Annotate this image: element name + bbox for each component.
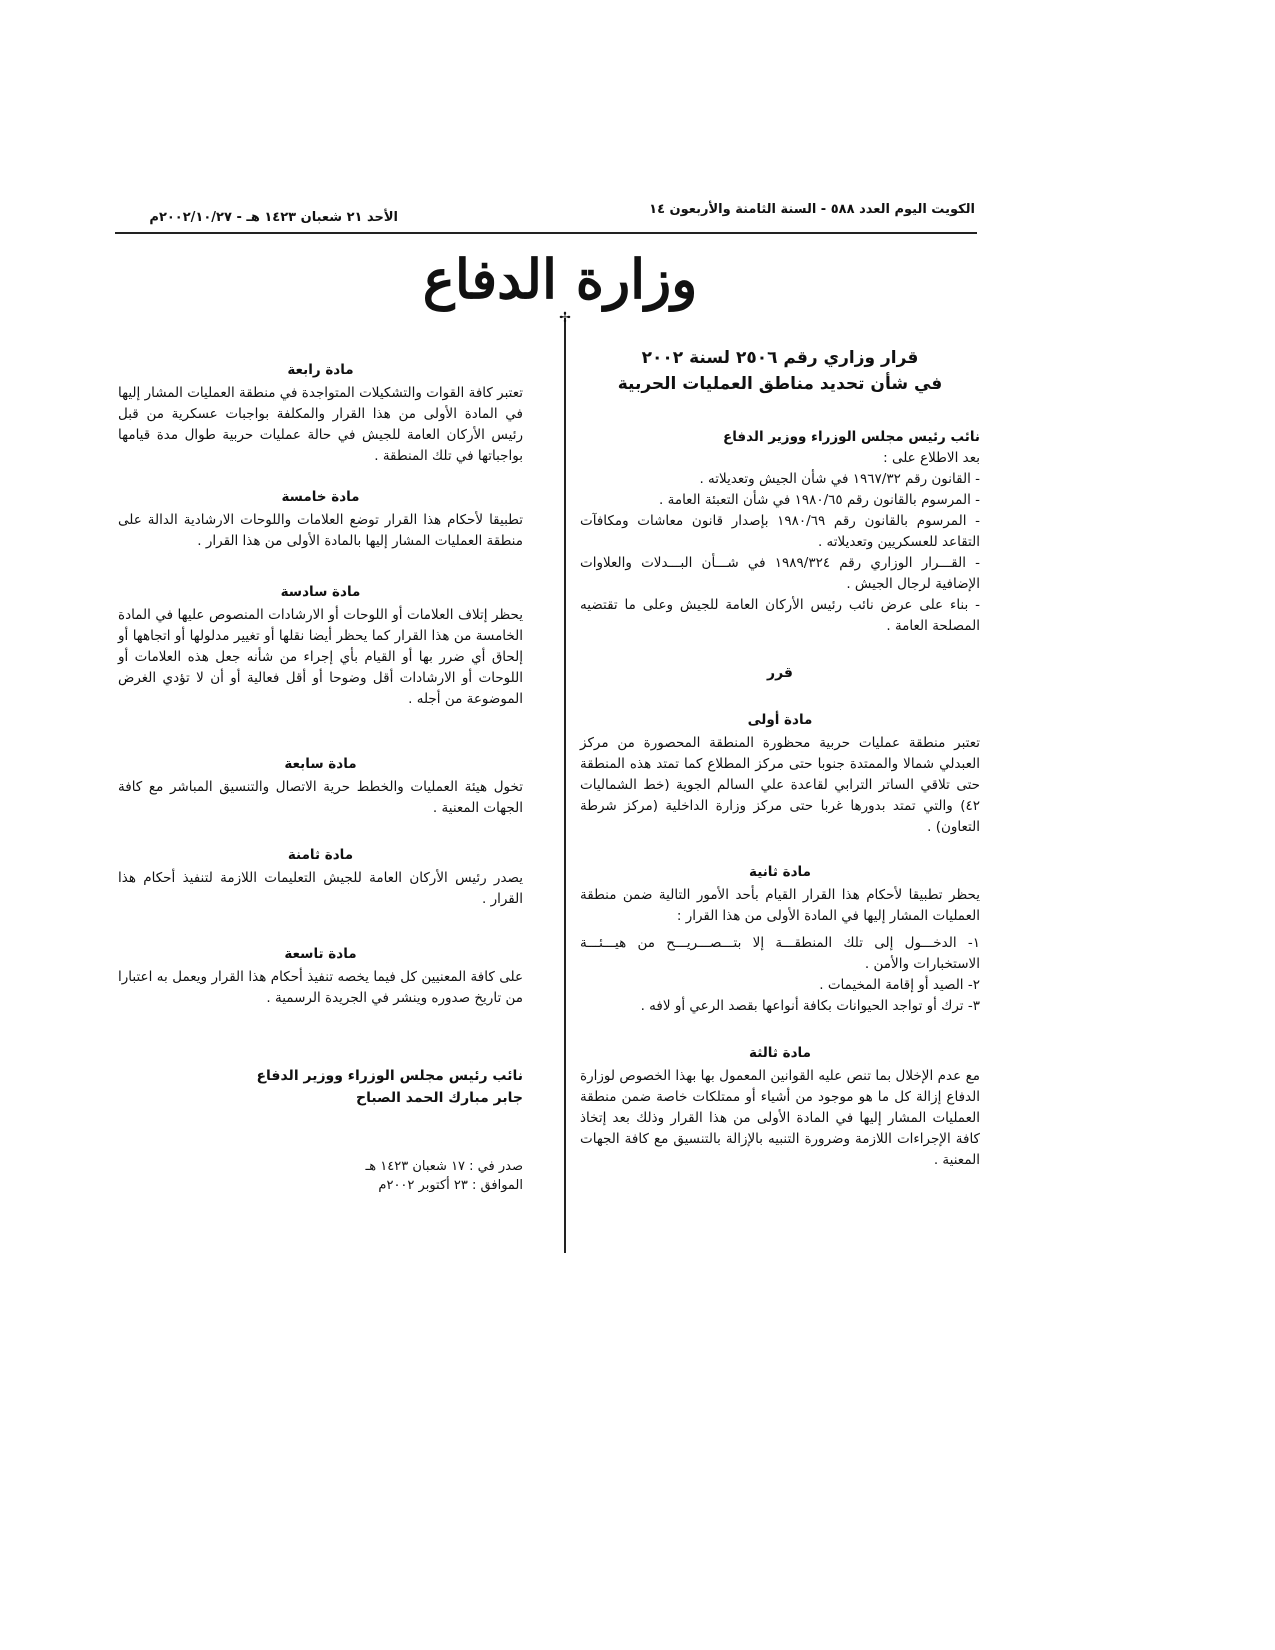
preamble-intro: بعد الاطلاع على : [883, 450, 980, 466]
article-9-title: مادة تاسعة [284, 946, 357, 962]
preamble-item: - بناء على عرض نائب رئيس الأركان العامة للجيش وعلى ما تقتضيه المصلحة العامة . [580, 597, 980, 634]
signature-name: جابر مبارك الحمد الصباح [356, 1090, 523, 1106]
article-1-text: تعتبر منطقة عمليات حربية محظورة المنطقة المحصورة من مركز العبدلي شمالا والممتدة جنوبا حتى مركز المطلاع كما تمتد هذه المنطقة حتى تلاقي الساتر الترابي لقاعدة علي السالم الجوية (خط الشماليات ٤٢) والتي تمتد بدورها غربا حتى مركز وزارة الداخلية (مركز شرطة التعاون) . [580, 735, 980, 835]
preamble-list [580, 469, 980, 637]
article-2-title: مادة ثانية [749, 864, 811, 880]
left-column [118, 360, 523, 1195]
article-5-title: مادة خامسة [281, 489, 360, 505]
article-2-intro: يحظر تطبيقا لأحكام هذا القرار القيام بأحد الأمور التالية ضمن منطقة العمليات المشار إليها في المادة الأولى من هذا القرار : [580, 887, 980, 924]
article-6-text: يحظر إتلاف العلامات أو اللوحات أو الارشادات المنصوص عليها في المادة الخامسة من هذا القرار كما يحظر أيضا نقلها أو تغيير مدلولها أو اتجاهها أو إلحاق أي ضرر بها أو القيام بأي إجراء من شأنه جعل هذه العلامات أو اللوحات أو الارشادات أقل وضوحا أو أقل فعالية أو أن لا تؤدي الغرض الموضوعة من أجله . [118, 607, 523, 707]
issue-date: الأحد ٢١ شعبان ١٤٢٣ هـ - ٢٠٠٢/١٠/٢٧م [149, 210, 398, 225]
article-2-item: ٣- ترك أو تواجد الحيوانات بكافة أنواعها بقصد الرعي أو لافه . [640, 998, 980, 1014]
article-7-title: مادة سابعة [284, 756, 357, 772]
ministry-title: وزارة الدفاع [422, 247, 698, 311]
article-8-title: مادة ثامنة [287, 847, 354, 863]
article-4-text: تعتبر كافة القوات والتشكيلات المتواجدة في منطقة العمليات المشار إليها في المادة الأولى من هذا القرار والمكلفة بواجبات عسكرية من قبل رئيس الأركان العامة للجيش في حالة عمليات حربية طوال مدة قيامها بواجباتها في تلك المنطقة . [118, 385, 523, 464]
signature-title: نائب رئيس مجلس الوزراء ووزير الدفاع [256, 1068, 523, 1084]
article-5-text: تطبيقا لأحكام هذا القرار توضع العلامات واللوحات الارشادية الدالة على منطقة العمليات المشار إليها بالمادة الأولى من هذا القرار . [118, 512, 523, 549]
article-9-text: على كافة المعنيين كل فيما يخصه تنفيذ أحكام هذا القرار ويعمل به اعتبارا من تاريخ صدوره وينشر في الجريدة الرسمية . [118, 969, 523, 1006]
header-rule [115, 232, 977, 234]
issue-info: الكويت اليوم العدد ٥٨٨ - السنة الثامنة والأربعون ١٤ [649, 202, 975, 217]
article-4-title: مادة رابعة [287, 362, 354, 378]
right-column [580, 345, 980, 1171]
preamble-item: - القانون رقم ١٩٦٧/٣٢ في شأن الجيش وتعديلاته . [699, 471, 980, 487]
article-2-item: ١- الدخـــول إلى تلك المنطقـــة إلا بتـــصـــريـــح من هيـــئـــة الاستخبارات والأمن . [580, 935, 980, 972]
article-2-item: ٢- الصيد أو إقامة المخيمات . [819, 977, 980, 993]
article-8-text: يصدر رئيس الأركان العامة للجيش التعليمات اللازمة لتنفيذ أحكام هذا القرار . [118, 870, 523, 907]
article-7-text: تخول هيئة العمليات والخطط حرية الاتصال والتنسيق المباشر مع كافة الجهات المعنية . [118, 779, 523, 816]
article-3-text: مع عدم الإخلال بما تنص عليه القوانين المعمول بها بهذا الخصوص لوزارة الدفاع إزالة كل ما هو موجود من أشياء أو ممتلكات خاصة ضمن منطقة العمليات المشار إليها في المادة الأولى من هذا القرار وذلك بعد إتخاذ كافة الإجراءات اللازمة وضرورة التنبيه بالإزالة بالتنسيق مع كافة الجهات المعنية . [580, 1068, 980, 1168]
decided-heading: قرر [767, 665, 793, 681]
divider-ornament-icon: ✢ [559, 310, 571, 326]
decree-subtitle: في شأن تحديد مناطق العمليات الحربية [617, 374, 943, 394]
column-divider [564, 318, 566, 1253]
issued-hijri: صدر في : ١٧ شعبان ١٤٢٣ هـ [365, 1159, 523, 1174]
signature-block [118, 1065, 523, 1109]
decree-title: قرار وزاري رقم ٢٥٠٦ لسنة ٢٠٠٢ [641, 348, 919, 368]
issued-gregorian: الموافق : ٢٣ أكتوبر ٢٠٠٢م [378, 1178, 523, 1193]
preamble-item: - المرسوم بالقانون رقم ١٩٨٠/٦٩ بإصدار قانون معاشات ومكافآت التقاعد للعسكريين وتعديلاته . [580, 513, 981, 550]
article-1-title: مادة أولى [747, 712, 813, 728]
issuer: نائب رئيس مجلس الوزراء ووزير الدفاع [723, 429, 980, 445]
article-3-title: مادة ثالثة [749, 1045, 811, 1061]
preamble-item: - القـــرار الوزاري رقم ١٩٨٩/٣٢٤ في شـــأن البـــدلات والعلاوات الإضافية لرجال الجيش . [580, 555, 980, 592]
article-6-title: مادة سادسة [280, 584, 361, 600]
article-2-list [580, 933, 980, 1017]
issue-dates [118, 1157, 523, 1195]
preamble-item: - المرسوم بالقانون رقم ١٩٨٠/٦٥ في شأن التعبئة العامة . [659, 492, 980, 508]
